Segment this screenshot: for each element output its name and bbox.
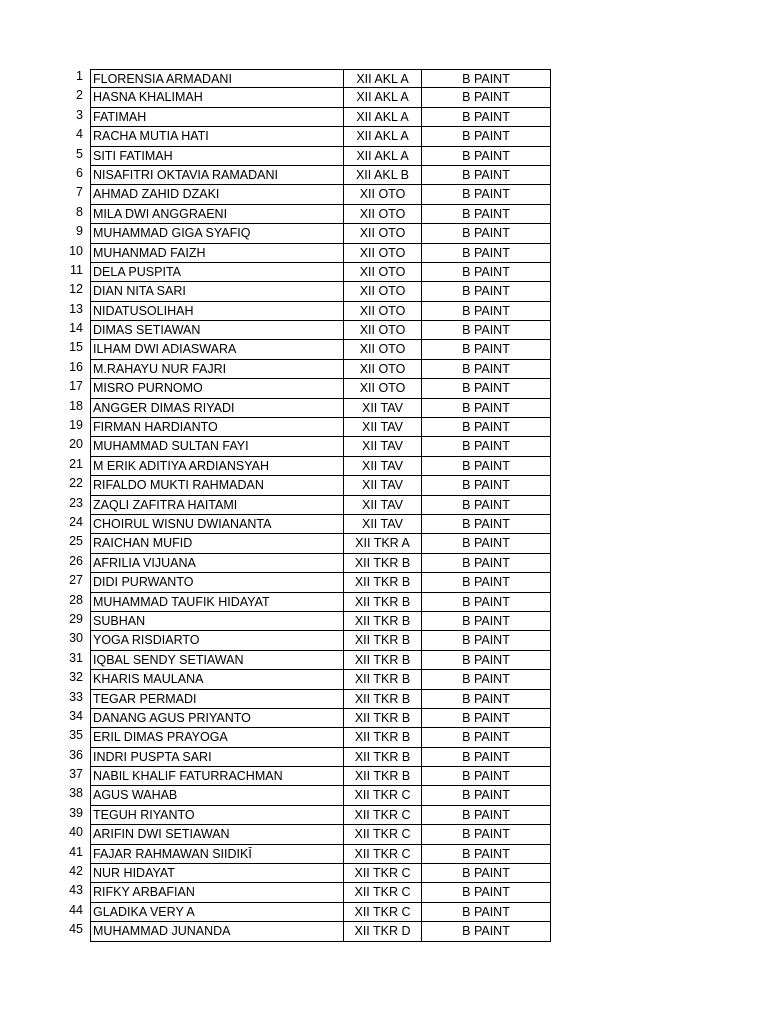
row-number: 19 [69, 418, 83, 433]
class-cell: XII TKR C [343, 845, 421, 864]
row-number: 3 [76, 107, 83, 122]
row-number: 40 [69, 825, 83, 840]
row-number: 30 [69, 631, 83, 646]
row-number: 2 [76, 88, 83, 103]
row-number: 36 [69, 747, 83, 762]
row-number: 31 [69, 650, 83, 665]
class-cell: XII TKR C [343, 806, 421, 825]
group-cell: B PAINT [421, 631, 551, 650]
row-number: 7 [76, 185, 83, 200]
class-cell: XII OTO [343, 321, 421, 340]
row-number: 5 [76, 146, 83, 161]
group-cell: B PAINT [421, 593, 551, 612]
row-number: 12 [69, 282, 83, 297]
class-cell: XII OTO [343, 263, 421, 282]
student-name-cell: RACHA MUTIA HATI [90, 127, 343, 146]
student-name-cell: MISRO PURNOMO [90, 379, 343, 398]
row-number: 10 [69, 243, 83, 258]
class-cell: XII OTO [343, 379, 421, 398]
class-cell: XII TKR C [343, 903, 421, 922]
row-number: 39 [69, 805, 83, 820]
group-cell: B PAINT [421, 670, 551, 689]
student-name-cell: DANANG AGUS PRIYANTO [90, 709, 343, 728]
group-cell: B PAINT [421, 825, 551, 844]
class-cell: XII TAV [343, 515, 421, 534]
class-cell: XII TAV [343, 418, 421, 437]
student-name-cell: NISAFITRI OKTAVIA RAMADANI [90, 166, 343, 185]
group-cell: B PAINT [421, 728, 551, 747]
group-cell: B PAINT [421, 748, 551, 767]
student-name-cell: MILA DWI ANGGRAENI [90, 205, 343, 224]
class-cell: XII TKR B [343, 748, 421, 767]
student-name-cell: FAJAR RAHMAWAN SIIDIKĪ [90, 845, 343, 864]
group-cell: B PAINT [421, 88, 551, 107]
class-cell: XII TKR B [343, 593, 421, 612]
student-name-cell: KHARIS MAULANA [90, 670, 343, 689]
group-cell: B PAINT [421, 845, 551, 864]
group-cell: B PAINT [421, 321, 551, 340]
group-cell: B PAINT [421, 263, 551, 282]
group-cell: B PAINT [421, 573, 551, 592]
group-cell: B PAINT [421, 496, 551, 515]
group-cell: B PAINT [421, 185, 551, 204]
student-name-cell: HASNA KHALIMAH [90, 88, 343, 107]
class-cell: XII TKR D [343, 922, 421, 941]
row-number: 35 [69, 728, 83, 743]
row-number: 45 [69, 922, 83, 937]
row-number: 9 [76, 224, 83, 239]
group-cell: B PAINT [421, 476, 551, 495]
group-cell: B PAINT [421, 554, 551, 573]
row-number: 27 [69, 573, 83, 588]
student-name-cell: FIRMAN HARDIANTO [90, 418, 343, 437]
row-number: 42 [69, 864, 83, 879]
student-name-cell: SITI FATIMAH [90, 147, 343, 166]
student-name-cell: FATIMAH [90, 108, 343, 127]
group-cell: B PAINT [421, 379, 551, 398]
group-cell: B PAINT [421, 282, 551, 301]
student-name-cell: ZAQLI ZAFITRA HAITAMI [90, 496, 343, 515]
row-number: 34 [69, 708, 83, 723]
student-name-cell: ILHAM DWI ADIASWARA [90, 340, 343, 359]
group-cell: B PAINT [421, 399, 551, 418]
class-cell: XII TKR C [343, 786, 421, 805]
student-name-cell: AGUS WAHAB [90, 786, 343, 805]
student-name-cell: NABIL KHALIF FATURRACHMAN [90, 767, 343, 786]
class-cell: XII TKR B [343, 631, 421, 650]
class-cell: XII TKR C [343, 883, 421, 902]
class-cell: XII TKR B [343, 709, 421, 728]
student-name-cell: DIMAS SETIAWAN [90, 321, 343, 340]
student-name-cell: RIFALDO MUKTI RAHMADAN [90, 476, 343, 495]
group-cell: B PAINT [421, 922, 551, 941]
row-number: 33 [69, 689, 83, 704]
student-name-cell: GLADIKA VERY A [90, 903, 343, 922]
student-name-cell: YOGA RISDIARTO [90, 631, 343, 650]
class-cell: XII TKR B [343, 670, 421, 689]
group-cell: B PAINT [421, 244, 551, 263]
row-number: 15 [69, 340, 83, 355]
class-cell: XII AKL A [343, 69, 421, 88]
class-cell: XII OTO [343, 224, 421, 243]
class-cell: XII AKL A [343, 147, 421, 166]
class-cell: XII TKR B [343, 554, 421, 573]
class-cell: XII TKR B [343, 767, 421, 786]
group-cell: B PAINT [421, 534, 551, 553]
class-cell: XII OTO [343, 340, 421, 359]
class-cell: XII TAV [343, 399, 421, 418]
row-number: 17 [69, 379, 83, 394]
group-cell: B PAINT [421, 690, 551, 709]
group-cell: B PAINT [421, 864, 551, 883]
student-name-cell: FLORENSIA ARMADANI [90, 69, 343, 88]
row-number: 14 [69, 321, 83, 336]
group-cell: B PAINT [421, 457, 551, 476]
class-cell: XII TKR B [343, 690, 421, 709]
row-number: 1 [76, 69, 83, 83]
student-name-cell: NUR HIDAYAT [90, 864, 343, 883]
row-number: 11 [70, 262, 83, 277]
row-number: 29 [69, 611, 83, 626]
student-name-cell: RIFKY ARBAFIAN [90, 883, 343, 902]
group-cell: B PAINT [421, 205, 551, 224]
class-cell: XII TKR C [343, 825, 421, 844]
group-cell: B PAINT [421, 612, 551, 631]
group-cell: B PAINT [421, 651, 551, 670]
class-cell: XII TAV [343, 496, 421, 515]
class-cell: XII TAV [343, 437, 421, 456]
student-name-cell: MUHAMMAD GIGA SYAFIQ [90, 224, 343, 243]
group-cell: B PAINT [421, 108, 551, 127]
class-cell: XII OTO [343, 282, 421, 301]
row-number: 43 [69, 883, 83, 898]
row-number: 25 [69, 534, 83, 549]
class-cell: XII TAV [343, 476, 421, 495]
student-name-cell: MUHAMMAD TAUFIK HIDAYAT [90, 593, 343, 612]
row-number: 24 [69, 514, 83, 529]
student-name-cell: DIDI PURWANTO [90, 573, 343, 592]
class-cell: XII AKL A [343, 127, 421, 146]
student-name-cell: MUHANMAD FAIZH [90, 244, 343, 263]
group-cell: B PAINT [421, 709, 551, 728]
student-name-cell: MUHAMMAD JUNANDA [90, 922, 343, 941]
group-cell: B PAINT [421, 786, 551, 805]
row-number: 28 [69, 592, 83, 607]
student-name-cell: DIAN NITA SARI [90, 282, 343, 301]
group-cell: B PAINT [421, 127, 551, 146]
group-cell: B PAINT [421, 224, 551, 243]
group-cell: B PAINT [421, 302, 551, 321]
row-number: 44 [69, 902, 83, 917]
row-number: 41 [69, 844, 83, 859]
student-name-cell: RAICHAN MUFID [90, 534, 343, 553]
row-number: 6 [76, 165, 83, 180]
row-number: 16 [69, 359, 83, 374]
student-name-cell: DELA PUSPITA [90, 263, 343, 282]
group-cell: B PAINT [421, 883, 551, 902]
student-name-cell: M.RAHAYU NUR FAJRI [90, 360, 343, 379]
row-number: 26 [69, 553, 83, 568]
group-cell: B PAINT [421, 360, 551, 379]
student-name-cell: ERIL DIMAS PRAYOGA [90, 728, 343, 747]
group-cell: B PAINT [421, 69, 551, 88]
class-cell: XII TKR B [343, 573, 421, 592]
row-number: 32 [69, 670, 83, 685]
class-cell: XII AKL A [343, 88, 421, 107]
student-name-cell: SUBHAN [90, 612, 343, 631]
class-cell: XII TAV [343, 457, 421, 476]
row-number: 38 [69, 786, 83, 801]
row-number: 8 [76, 204, 83, 219]
row-number: 4 [76, 127, 83, 142]
student-name-cell: ANGGER DIMAS RIYADI [90, 399, 343, 418]
student-name-cell: INDRI PUSPTA SARI [90, 748, 343, 767]
student-name-cell: CHOIRUL WISNU DWIANANTA [90, 515, 343, 534]
row-number: 23 [69, 495, 83, 510]
class-cell: XII TKR B [343, 728, 421, 747]
class-cell: XII TKR B [343, 612, 421, 631]
student-name-cell: ARIFIN DWI SETIAWAN [90, 825, 343, 844]
row-number: 20 [69, 437, 83, 452]
class-cell: XII TKR C [343, 864, 421, 883]
class-cell: XII AKL B [343, 166, 421, 185]
row-number: 22 [69, 476, 83, 491]
row-number: 13 [69, 301, 83, 316]
group-cell: B PAINT [421, 515, 551, 534]
row-number: 37 [69, 767, 83, 782]
student-name-cell: M ERIK ADITIYA ARDIANSYAH [90, 457, 343, 476]
student-name-cell: IQBAL SENDY SETIAWAN [90, 651, 343, 670]
group-cell: B PAINT [421, 806, 551, 825]
student-name-cell: NIDATUSOLIHAH [90, 302, 343, 321]
row-number: 21 [69, 456, 83, 471]
group-cell: B PAINT [421, 903, 551, 922]
student-name-cell: AFRILIA VIJUANA [90, 554, 343, 573]
class-cell: XII OTO [343, 185, 421, 204]
class-cell: XII TKR B [343, 651, 421, 670]
class-cell: XII OTO [343, 205, 421, 224]
group-cell: B PAINT [421, 166, 551, 185]
class-cell: XII AKL A [343, 108, 421, 127]
class-cell: XII OTO [343, 302, 421, 321]
group-cell: B PAINT [421, 147, 551, 166]
class-cell: XII TKR A [343, 534, 421, 553]
group-cell: B PAINT [421, 418, 551, 437]
student-name-cell: TEGAR PERMADI [90, 690, 343, 709]
group-cell: B PAINT [421, 340, 551, 359]
class-cell: XII OTO [343, 244, 421, 263]
group-cell: B PAINT [421, 767, 551, 786]
student-name-cell: MUHAMMAD SULTAN FAYI [90, 437, 343, 456]
group-cell: B PAINT [421, 437, 551, 456]
row-number: 18 [69, 398, 83, 413]
student-name-cell: TEGUH RIYANTO [90, 806, 343, 825]
class-cell: XII OTO [343, 360, 421, 379]
student-name-cell: AHMAD ZAHID DZAKI [90, 185, 343, 204]
